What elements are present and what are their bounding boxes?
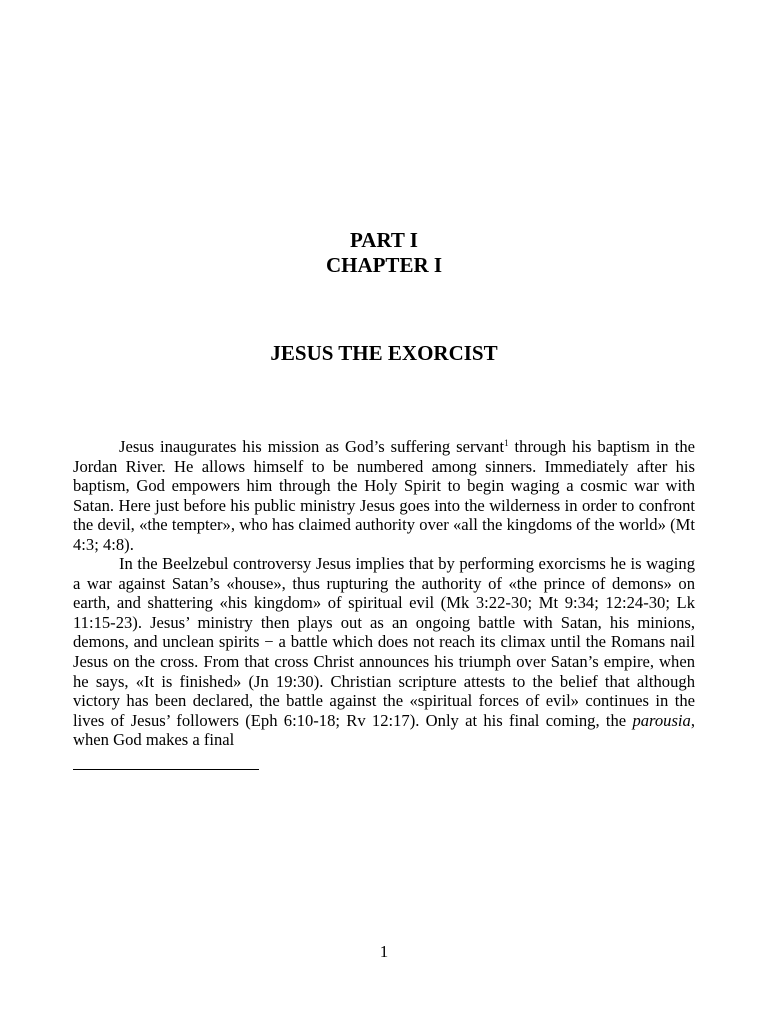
paragraph-2 xyxy=(73,554,695,749)
paragraph-1-text-start: Jesus inaugurates his mission as God’s suffering servant xyxy=(119,437,505,456)
part-heading: PART I xyxy=(350,228,418,252)
chapter-title: JESUS THE EXORCIST xyxy=(270,341,498,365)
footnote-separator xyxy=(73,769,259,770)
paragraph-1 xyxy=(73,437,695,554)
footnote-reference: 1 xyxy=(504,438,509,448)
page-number: 1 xyxy=(379,942,389,961)
chapter-heading: CHAPTER I xyxy=(325,253,443,277)
body-text xyxy=(73,437,695,750)
italic-term: parousia xyxy=(632,710,691,730)
paragraph-1-text-end: through his baptism in the Jordan River. He allows himself to be numbered among sinners. Immediately after his baptism, God empowers him through the Holy Spirit to begin waging a cosmic war with Satan. Here just before his public ministry Jesus goes into the wilderness in order to confront the devil, «the tempter», who has claimed authority over «all the kingdoms of the world» (Mt 4:3; 4:8). xyxy=(73,437,695,554)
paragraph-2-text-end: , when God makes a final xyxy=(73,710,695,750)
paragraph-2-text-start: In the Beelzebul controversy Jesus implies that by performing exorcisms he is waging a war against Satan’s «house», thus rupturing the authority of «the prince of demons» on earth, and shattering «his kingdom» of spiritual evil (Mk 3:22-30; Mt 9:34; 12:24-30; Lk 11:15-23). Jesus’ ministry then plays out as an ongoing battle with Satan, his minions, demons, and unclean spirits − a battle which does not reach its climax until the Romans nail Jesus on the cross. From that cross Christ announces his triumph over Satan’s empire, when he says, «It is finished» (Jn 19:30). Christian scripture attests to the belief that although victory has been declared, the battle against the «spiritual forces of evil» continues in the lives of Jesus’ followers (Eph 6:10-18; Rv 12:17). Only at his final coming, the xyxy=(73,554,695,730)
